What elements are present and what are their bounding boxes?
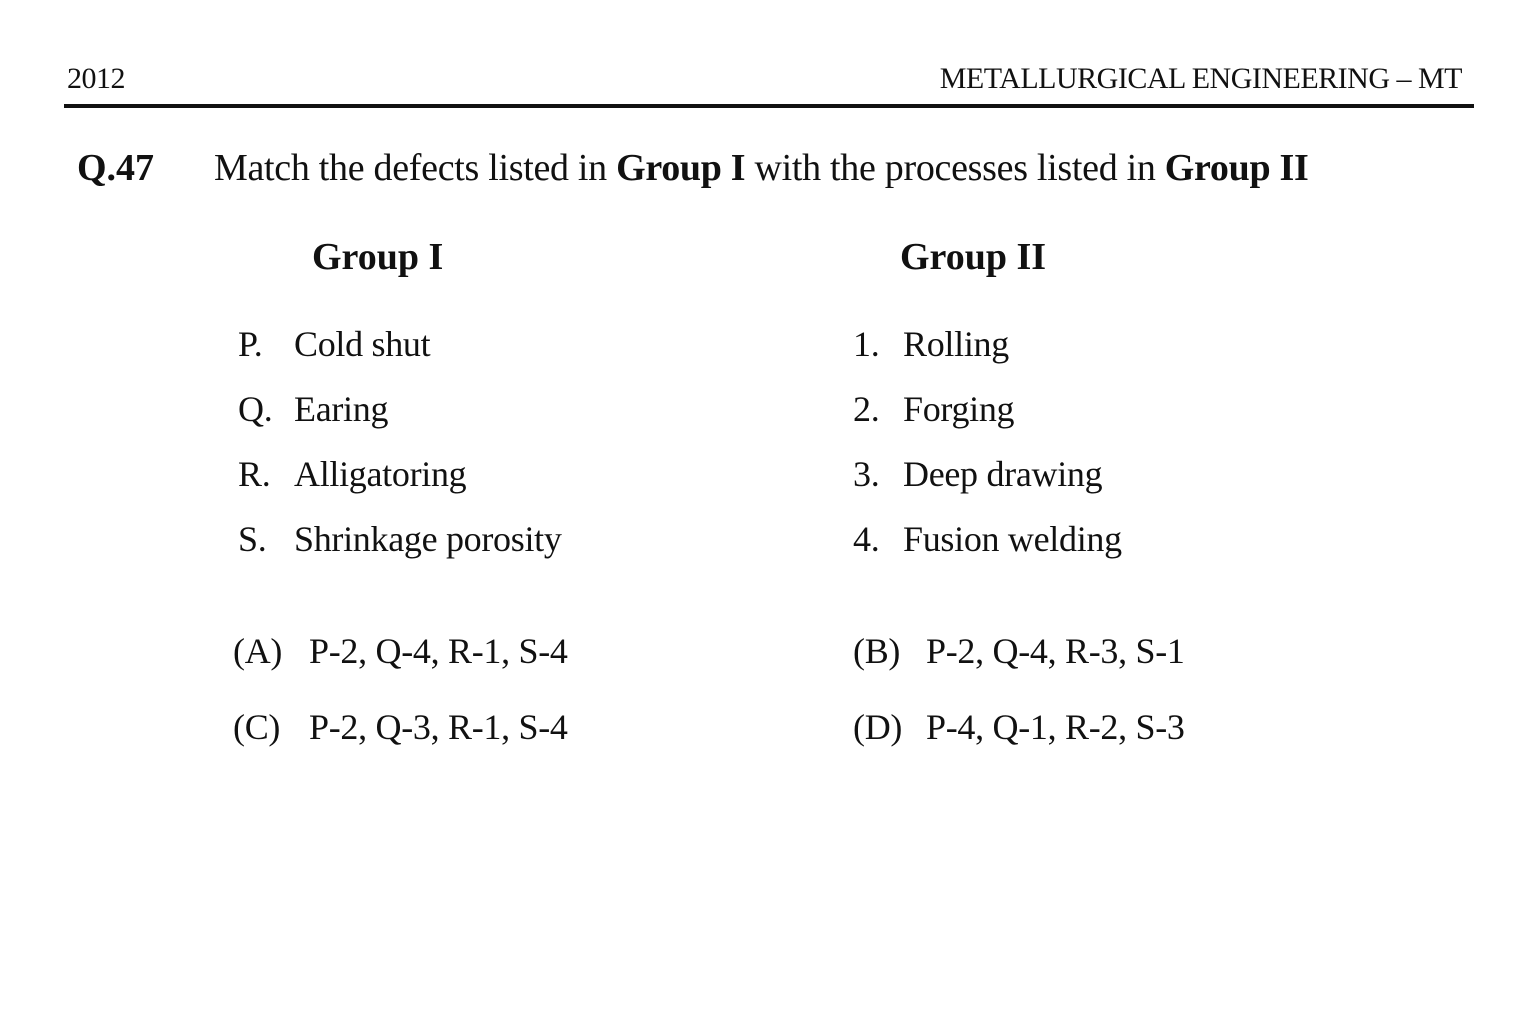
- exam-year: 2012: [67, 62, 125, 95]
- group-1-item-key: R.: [238, 454, 271, 494]
- exam-subject: METALLURGICAL ENGINEERING – MT: [939, 62, 1462, 95]
- group-2-title: Group II: [900, 236, 1047, 278]
- group-2-item-key: 2.: [853, 389, 880, 429]
- group-1-item-label: Earing: [294, 389, 389, 429]
- group-1-item-key: S.: [238, 519, 267, 559]
- question-text-bold2: Group II: [1164, 147, 1309, 189]
- group-1-item-key: P.: [238, 324, 263, 364]
- question-text: [214, 146, 1308, 190]
- group-1-item-key: Q.: [238, 389, 273, 429]
- option-value: P-4, Q-1, R-2, S-3: [926, 707, 1185, 747]
- option-key: (C): [233, 707, 281, 747]
- group-2-item-key: 3.: [853, 454, 880, 494]
- group-1-item-label: Alligatoring: [294, 454, 467, 494]
- option-key: (B): [853, 631, 901, 671]
- group-1-title: Group I: [312, 236, 444, 278]
- option-value: P-2, Q-4, R-3, S-1: [926, 631, 1185, 671]
- option-value: P-2, Q-4, R-1, S-4: [309, 631, 568, 671]
- option-value: P-2, Q-3, R-1, S-4: [309, 707, 568, 747]
- option-key: (A): [233, 631, 283, 671]
- group-2-item-label: Forging: [903, 389, 1015, 429]
- question-text-part1: Match the defects listed in: [214, 147, 617, 189]
- group-2-item-label: Fusion welding: [903, 519, 1122, 559]
- page-header: [64, 58, 1474, 108]
- option-key: (D): [853, 707, 903, 747]
- group-2-item-label: Deep drawing: [903, 454, 1103, 494]
- group-1-item-label: Cold shut: [294, 324, 431, 364]
- group-1-item-label: Shrinkage porosity: [294, 519, 562, 559]
- question-text-bold1: Group I: [616, 147, 746, 189]
- group-2-item-label: Rolling: [903, 324, 1009, 364]
- group-2-item-key: 1.: [853, 324, 880, 364]
- group-2-item-key: 4.: [853, 519, 880, 559]
- question-text-part2: with the processes listed in: [745, 147, 1165, 189]
- question-number: Q.47: [77, 147, 155, 189]
